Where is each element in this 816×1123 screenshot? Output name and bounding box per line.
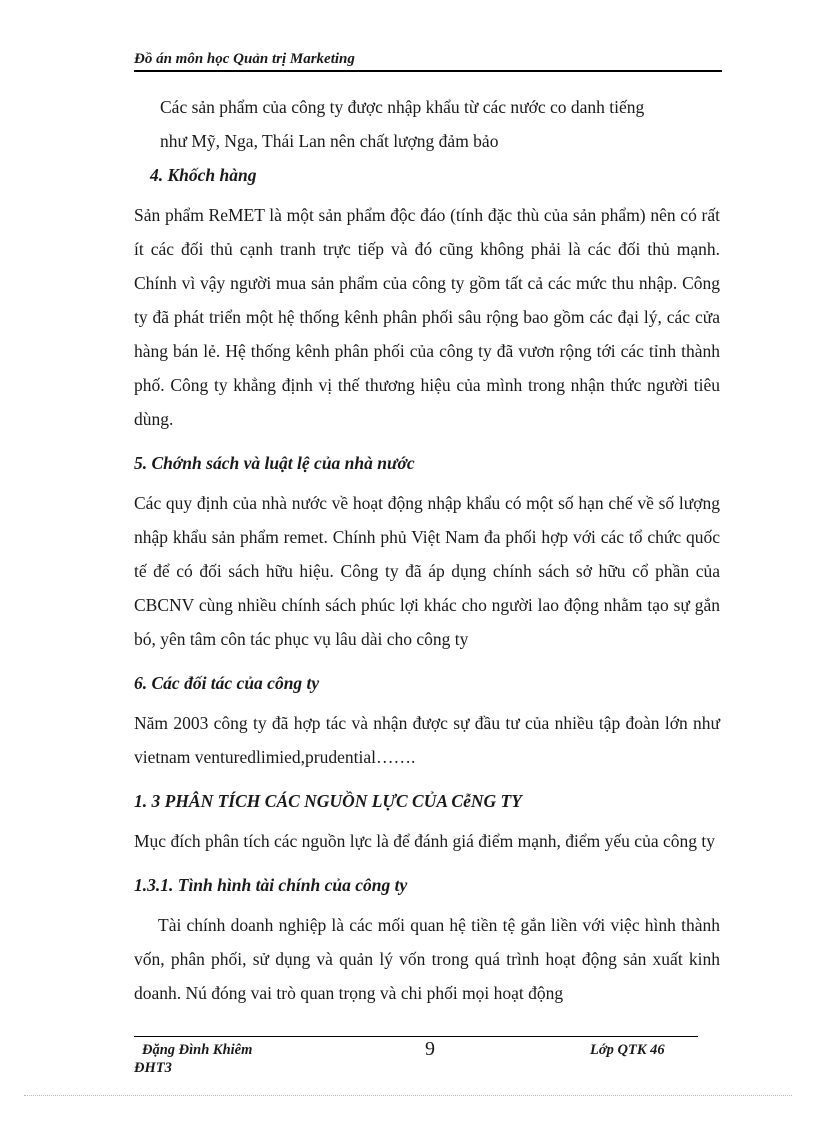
section-heading-finance: 1.3.1. Tình hình tài chính của công ty xyxy=(134,875,408,895)
section-paragraph-resources: Mục đích phân tích các nguồn lực là để đánh giá điểm mạnh, điểm yếu của công ty xyxy=(134,831,715,851)
page-header xyxy=(134,48,722,72)
section-paragraph-policy: Các quy định của nhà nước về hoạt động nhập khẩu có một số hạn chế về số lượng nhập khẩu sản phẩm remet. Chính phủ Việt Nam đa phối hợp với các tổ chức quốc tế để có đối sách hữu hiệu. Công ty đã áp dụng chính sách sở hữu cổ phần của CBCNV cùng nhiều chính sách phúc lợi khác cho người lao động nhằm tạo sự gắn bó, yên tâm côn tác phục vụ lâu dài cho công ty xyxy=(134,493,720,649)
intro-paragraph xyxy=(134,90,720,158)
page-bottom-edge xyxy=(24,1095,792,1096)
section-heading-partners: 6. Các đối tác của công ty xyxy=(134,673,320,693)
intro-line-2: như Mỹ, Nga, Thái Lan nên chất lượng đảm bảo xyxy=(160,131,499,151)
section-heading-resources: 1. 3 PHÂN TÍCH CÁC NGUỒN LỰC CỦA CễNG TY xyxy=(134,791,522,811)
page-number: 9 xyxy=(425,1038,435,1060)
document-body xyxy=(134,90,720,1010)
footer-divider xyxy=(134,1036,698,1037)
section-heading-customers: 4. Khốch hàng xyxy=(150,165,257,185)
footer-author-class-code: ĐHT3 xyxy=(134,1060,172,1076)
section-heading-policy: 5. Chớnh sách và luật lệ của nhà nước xyxy=(134,453,415,473)
intro-line-1: Các sản phẩm của công ty được nhập khẩu từ các nước co danh tiếng xyxy=(160,97,645,117)
footer-class: Lớp QTK 46 xyxy=(590,1042,665,1058)
section-paragraph-finance: Tài chính doanh nghiệp là các mối quan hệ tiền tệ gắn liền với việc hình thành vốn, phân phối, sử dụng và quản lý vốn trong quá trình hoạt động sản xuất kinh doanh. Nú đóng vai trò quan trọng và chi phối mọi hoạt động xyxy=(134,915,720,1003)
header-title: Đồ án môn học Quản trị Marketing xyxy=(134,51,355,67)
section-paragraph-partners: Năm 2003 công ty đã hợp tác và nhận được sự đầu tư của nhiều tập đoàn lớn như vietnam venturedlimied,prudential……. xyxy=(134,713,720,767)
footer-author: Đặng Đình Khiêm xyxy=(142,1042,253,1058)
section-paragraph-customers: Sản phẩm ReMET là một sản phẩm độc đáo (tính đặc thù của sản phẩm) nên có rất ít các đối thủ cạnh tranh trực tiếp và đó cũng không phải là các đối thủ mạnh. Chính vì vậy người mua sản phẩm của công ty gồm tất cả các mức thu nhập. Công ty đã phát triển một hệ thống kênh phân phối sâu rộng bao gồm các đại lý, các cửa hàng bán lẻ. Hệ thống kênh phân phối của công ty đã vươn rộng tới các tỉnh thành phố. Công ty khẳng định vị thế thương hiệu của mình trong nhận thức người tiêu dùng. xyxy=(134,205,720,429)
